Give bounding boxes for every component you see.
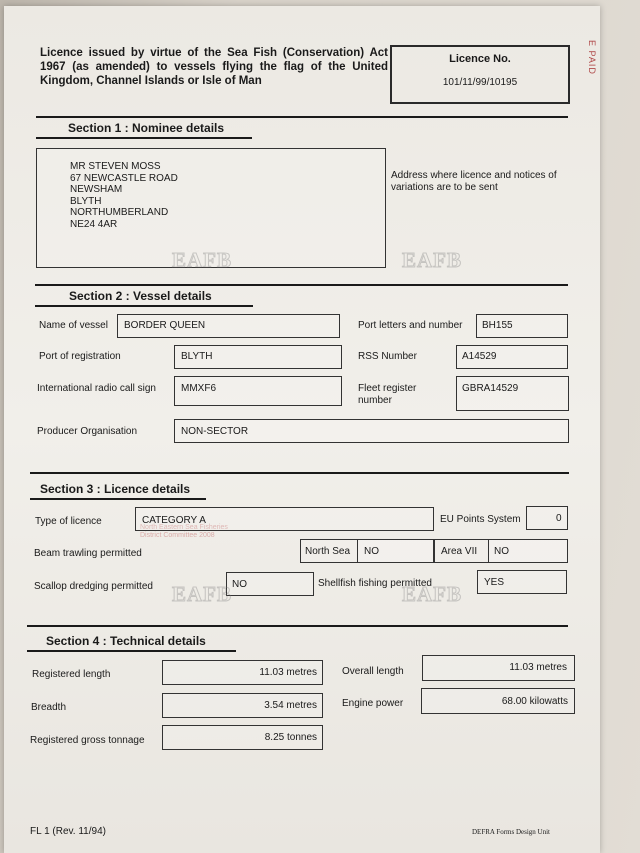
port-letters-value: BH155 [482,320,513,331]
rss-number-label: RSS Number [358,351,417,362]
fleet-register-value: GBRA14529 [462,383,519,394]
north-sea-value: NO [364,546,379,557]
scallop-dredging-value: NO [232,579,247,590]
designer-credit: DEFRA Forms Design Unit [472,828,550,836]
watermark-logo: EAFB [402,248,463,272]
licence-number-label: Licence No. [449,53,511,65]
producer-org-label: Producer Organisation [37,426,138,437]
watermark-logo: EAFB [402,582,463,606]
north-sea-label: North Sea [305,546,351,557]
nominee-address-line-4: BLYTH [70,195,102,207]
port-registration-label: Port of registration [39,351,121,362]
nominee-address-line-5: NORTHUMBERLAND [70,207,169,218]
port-registration-value: BLYTH [181,351,213,362]
nominee-address-line-3: NEWSHAM [70,184,123,195]
breadth-value: 3.54 metres [264,700,317,711]
gross-tonnage-label: Registered gross tonnage [30,735,145,746]
radio-call-sign-label: International radio call sign [37,383,156,394]
port-letters-label: Port letters and number [358,320,463,331]
overall-length-label: Overall length [342,666,404,677]
section-1-title: Section 1 : Nominee details [68,121,225,135]
producer-org-value: NON-SECTOR [181,426,249,437]
nominee-address-line-2: 67 NEWCASTLE ROAD [70,172,178,184]
fleet-register-label: Fleet register number [358,383,417,406]
section-2-underline [35,305,253,307]
vessel-name-label: Name of vessel [39,320,108,331]
side-stamp: E PAID [587,40,597,75]
watermark-logo: EAFB [172,248,233,272]
licence-number-box [390,45,570,104]
vessel-name-value: BORDER QUEEN [124,320,206,331]
rss-number-value: A14529 [462,351,497,362]
registered-length-value: 11.03 metres [259,667,317,678]
section-3-underline [30,498,206,500]
section-2-title: Section 2 : Vessel details [69,289,212,303]
radio-call-sign-value: MMXF6 [181,383,216,394]
area-vii-label: Area VII [441,546,478,557]
section-4-title: Section 4 : Technical details [46,634,206,648]
section-4-underline [27,650,236,652]
form-reference: FL 1 (Rev. 11/94) [30,826,106,837]
section-4-rule [27,625,568,627]
licence-type-label: Type of licence [35,516,102,527]
gross-tonnage-value: 8.25 tonnes [264,732,317,743]
breadth-label: Breadth [31,702,67,713]
licence-number-value: 101/11/99/10195 [442,77,518,88]
nominee-address-line-1: MR STEVEN MOSS [70,161,161,172]
eu-points-label: EU Points System [440,514,521,525]
registered-length-label: Registered length [32,669,111,680]
section-2-rule [35,284,568,286]
pink-stamp-text: North Eastern Sea Fisheries District Committee 2008 [140,524,228,539]
licence-heading: Licence issued by virtue of the Sea Fish (Conservation) Act 1967 (as amended) to vessels flying the flag of the United Kingdom, Channel Islands or Isle of Man [40,47,388,87]
section-3-title: Section 3 : Licence details [40,482,191,496]
shellfish-label: Shellfish fishing permitted [318,578,432,589]
beam-trawling-label: Beam trawling permitted [34,548,142,559]
overall-length-value: 11.03 metres [509,662,567,673]
address-note: Address where licence and notices of variations are to be sent [391,170,557,193]
eu-points-value: 0 [556,513,562,524]
section-3-rule [30,472,569,474]
licence-type-value: CATEGORY A [142,515,206,526]
section-1-underline [36,137,252,139]
watermark-logo: EAFB [172,582,233,606]
section-1-rule [36,116,568,118]
scallop-dredging-label: Scallop dredging permitted [34,581,153,592]
engine-power-label: Engine power [342,698,404,709]
shellfish-value: YES [484,577,505,588]
nominee-address-line-6: NE24 4AR [70,218,118,230]
engine-power-value: 68.00 kilowatts [501,696,568,707]
area-vii-value: NO [494,546,509,557]
